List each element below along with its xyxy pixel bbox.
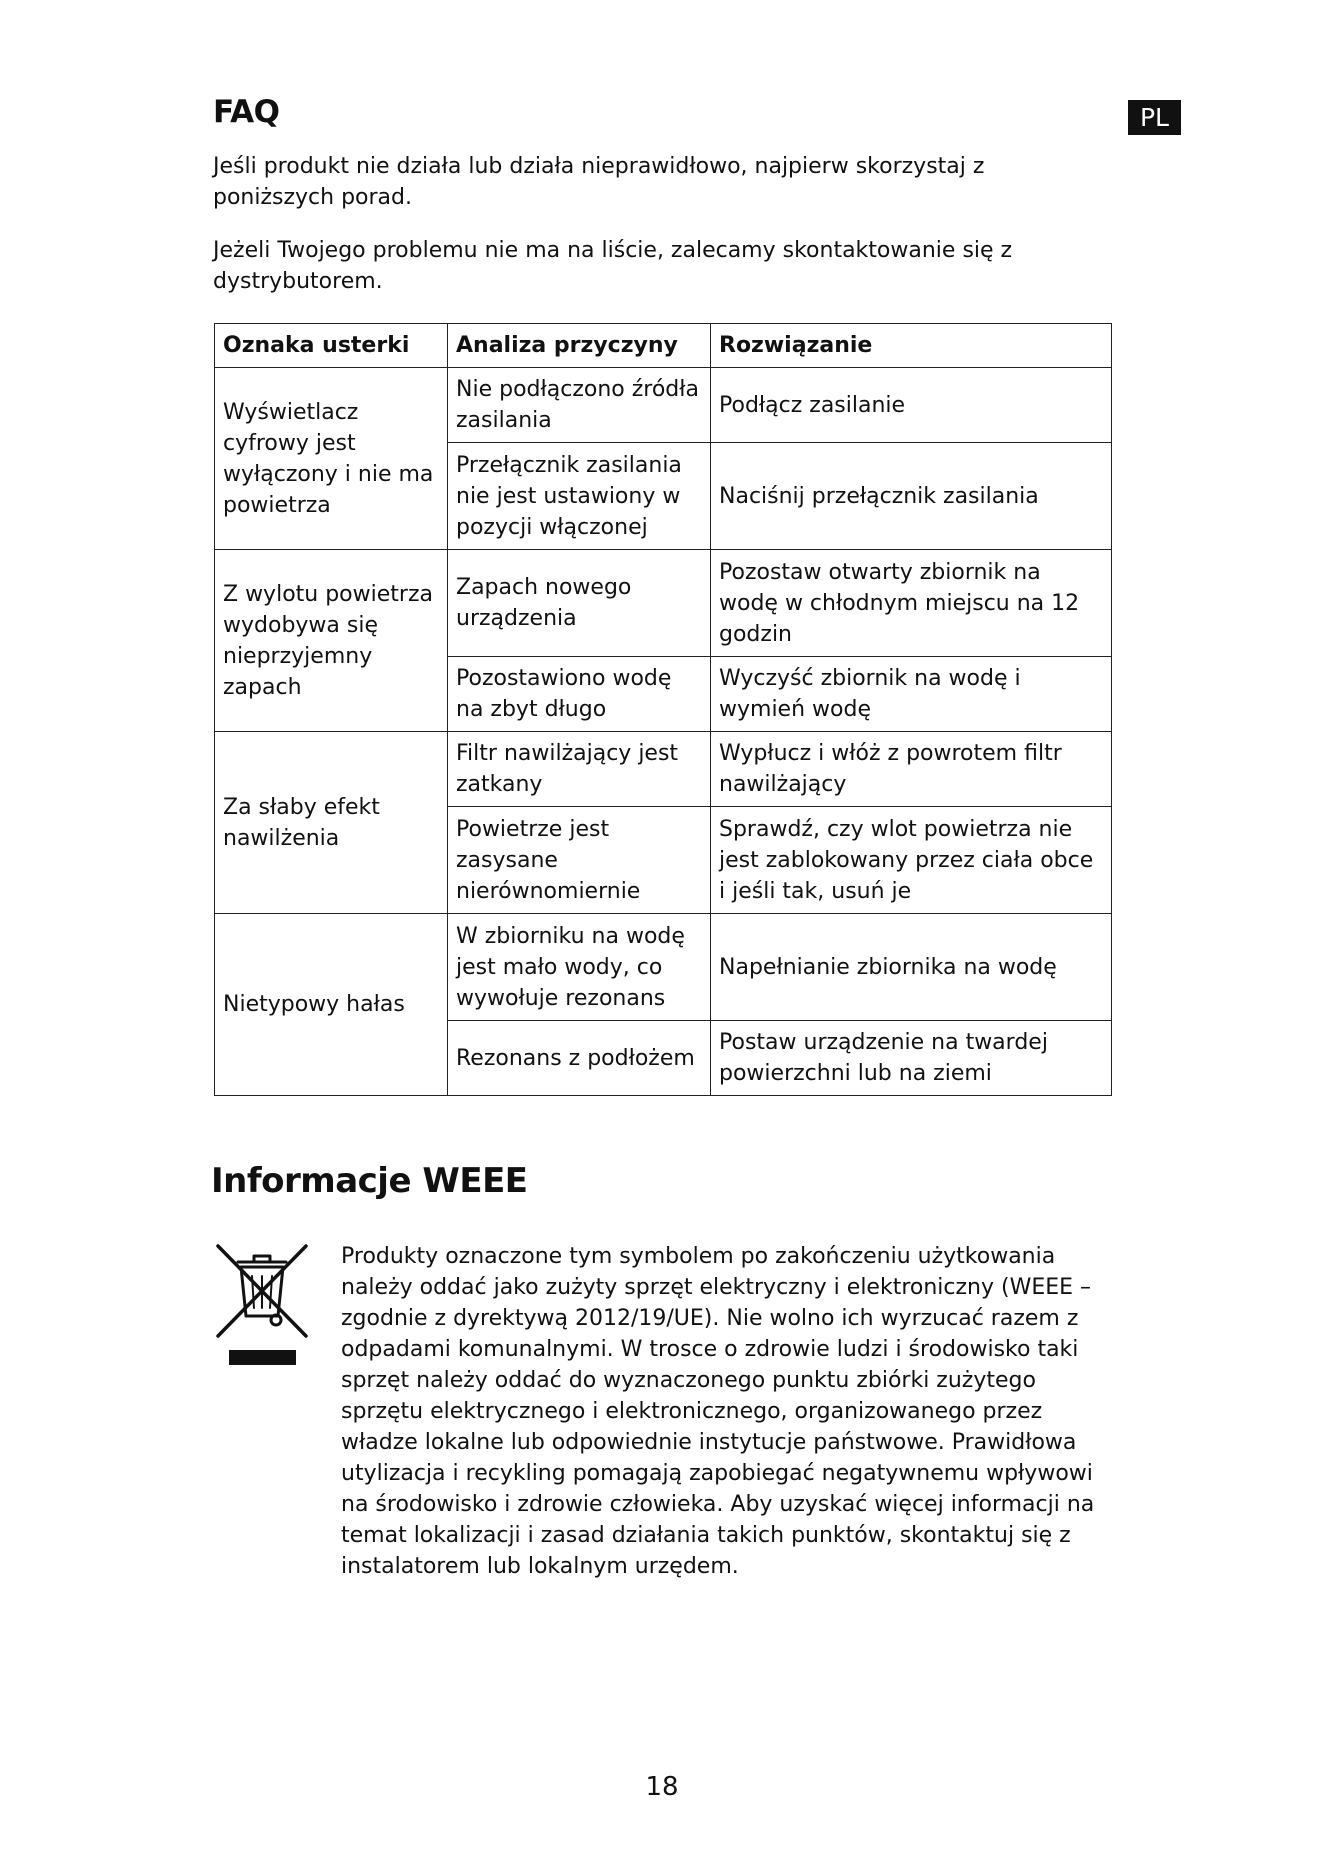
cause-cell: Przełącznik zasilania nie jest ustawiony w pozycji włączonej <box>448 443 711 550</box>
page-title: FAQ <box>213 94 280 130</box>
cause-cell: Zapach nowego urządzenia <box>448 550 711 657</box>
solution-cell: Podłącz zasilanie <box>711 368 1112 443</box>
solution-cell: Postaw urządzenie na twardej powierzchni lub na ziemi <box>711 1021 1112 1096</box>
intro-paragraph-contact: Jeżeli Twojego problemu nie ma na liście, zalecamy skontaktowanie się z dystrybutorem. <box>213 238 1013 294</box>
column-header-symptom: Oznaka usterki <box>215 324 448 368</box>
language-badge: PL <box>1128 100 1181 135</box>
cause-cell: Pozostawiono wodę na zbyt długo <box>448 657 711 732</box>
symptom-cell: Nietypowy hałas <box>215 914 448 1096</box>
solution-cell: Wypłucz i włóż z powrotem filtr nawilżający <box>711 732 1112 807</box>
symptom-cell: Z wylotu powietrza wydobywa się nieprzyjemny zapach <box>215 550 448 732</box>
cause-cell: Powietrze jest zasysane nierównomiernie <box>448 807 711 914</box>
solution-cell: Naciśnij przełącznik zasilania <box>711 443 1112 550</box>
cause-cell: W zbiorniku na wodę jest mało wody, co wywołuje rezonans <box>448 914 711 1021</box>
column-header-cause: Analiza przyczyny <box>448 324 711 368</box>
crossed-out-wheelie-bin-icon <box>216 1244 308 1368</box>
cause-cell: Rezonans z podłożem <box>448 1021 711 1096</box>
solution-cell: Napełnianie zbiornika na wodę <box>711 914 1112 1021</box>
cause-cell: Filtr nawilżający jest zatkany <box>448 732 711 807</box>
table-row <box>215 914 1112 1021</box>
table-header-row <box>215 324 1112 368</box>
solution-cell: Wyczyść zbiornik na wodę i wymień wodę <box>711 657 1112 732</box>
table-row <box>215 368 1112 443</box>
table-row <box>215 550 1112 657</box>
table-row <box>215 732 1112 807</box>
column-header-solution: Rozwiązanie <box>711 324 1112 368</box>
intro-paragraph: Jeśli produkt nie działa lub działa nieprawidłowo, najpierw skorzystaj z poniższych porad. <box>213 154 985 210</box>
faq-table <box>214 323 1112 1096</box>
cause-cell: Nie podłączono źródła zasilania <box>448 368 711 443</box>
solution-cell: Pozostaw otwarty zbiornik na wodę w chłodnym miejscu na 12 godzin <box>711 550 1112 657</box>
weee-information-text: Produkty oznaczone tym symbolem po zakończeniu użytkowania należy oddać jako zużyty sprzęt elektryczny i elektroniczny (WEEE – zgodnie z dyrektywą 2012/19/UE). Nie wolno ich wyrzucać razem z odpadami komunalnymi. W trosce o zdrowie ludzi i środowisko taki sprzęt należy oddać do wyznaczonego punktu zbiórki zużytego sprzętu elektrycznego i elektronicznego, organizowanego przez władze lokalne lub odpowiednie instytucje państwowe. Prawidłowa utylizacja i recykling pomagają zapobiegać negatywnemu wpływowi na środowisko i zdrowie człowieka. Aby uzyskać więcej informacji na temat lokalizacji i zasad działania takich punktów, skontaktuj się z instalatorem lub lokalnym urzędem. <box>341 1244 1095 1579</box>
symptom-cell: Wyświetlacz cyfrowy jest wyłączony i nie ma powietrza <box>215 368 448 550</box>
weee-section-title: Informacje WEEE <box>211 1161 528 1201</box>
page-number: 18 <box>645 1772 679 1802</box>
solution-cell: Sprawdź, czy wlot powietrza nie jest zablokowany przez ciała obce i jeśli tak, usuń je <box>711 807 1112 914</box>
symptom-cell: Za słaby efekt nawilżenia <box>215 732 448 914</box>
